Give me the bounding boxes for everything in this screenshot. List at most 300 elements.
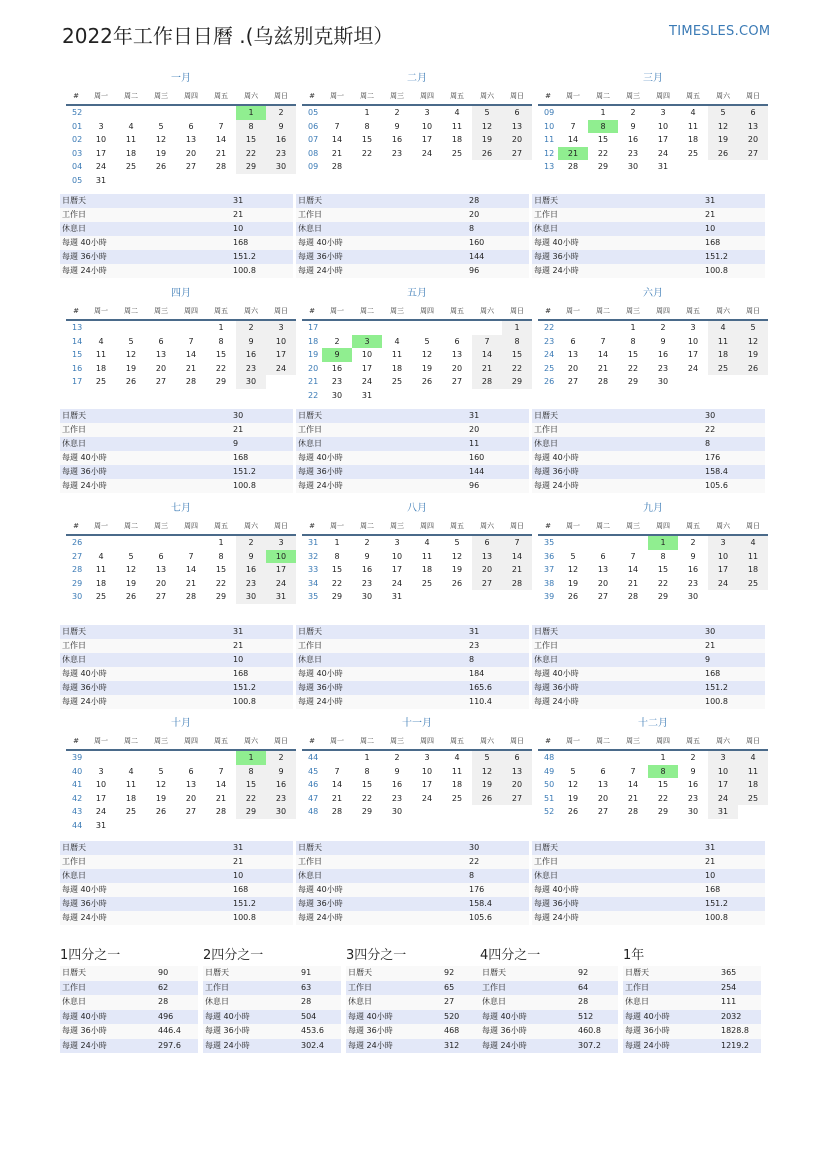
week-row	[538, 536, 768, 550]
week-row	[538, 147, 768, 161]
day-cell: 7	[630, 551, 636, 561]
day-cell: 30	[687, 592, 699, 602]
week-number: 39	[544, 592, 555, 602]
empty-cell	[322, 106, 352, 120]
day-cell: 26	[567, 807, 579, 817]
day-cell: 14	[567, 135, 579, 145]
week-row	[302, 375, 532, 389]
day-cell: 11	[451, 766, 463, 776]
day-cell: 13	[185, 135, 197, 145]
day-cell: 28	[215, 162, 227, 172]
day-cell: 17	[708, 563, 738, 577]
weekday-header	[66, 520, 296, 536]
stat-label: 每週 36小時	[534, 252, 579, 261]
day-cell: 25	[421, 578, 433, 588]
empty-cell	[738, 160, 768, 174]
stat-label: 工作日	[534, 210, 558, 219]
stat-value: 64	[578, 982, 589, 992]
day-cell: 29	[215, 377, 227, 387]
stat-value: 10	[705, 871, 716, 880]
week-row	[538, 321, 768, 335]
stat-value: 11	[469, 439, 480, 448]
day-cell: 28	[472, 375, 502, 389]
day-cell: 13	[597, 780, 609, 790]
week-number: 33	[308, 565, 319, 575]
stat-label: 日曆天	[298, 196, 322, 205]
day-cell: 28	[502, 577, 532, 591]
weekday-label: 周六	[716, 737, 730, 745]
weekday-label: 周六	[716, 307, 730, 315]
day-cell: 28	[185, 377, 197, 387]
stat-label: 每週 40小時	[625, 1011, 670, 1021]
empty-cell	[176, 321, 206, 335]
empty-cell	[206, 819, 236, 833]
day-cell: 27	[155, 592, 167, 602]
day-cell: 27	[597, 807, 609, 817]
stat-row	[532, 625, 765, 639]
month-name: 十月	[171, 718, 191, 729]
empty-cell	[442, 590, 472, 604]
weekday-label: 周五	[450, 307, 464, 315]
day-cell: 8	[218, 336, 224, 346]
day-cell: 25	[391, 377, 403, 387]
stat-value: 176	[705, 453, 721, 462]
stat-row	[532, 423, 765, 437]
empty-cell	[678, 160, 708, 174]
stat-row	[60, 451, 293, 465]
quarter-title: 1四分之一	[60, 948, 121, 963]
stat-value: 151.2	[233, 899, 256, 908]
day-cell: 29	[215, 592, 227, 602]
empty-cell	[176, 174, 206, 188]
week-row	[538, 765, 768, 779]
weekday-label: 周六	[480, 92, 494, 100]
stat-value: 165.6	[469, 683, 492, 692]
stat-value: 63	[301, 982, 312, 992]
day-cell: 5	[454, 538, 460, 547]
week-number: 26	[72, 538, 83, 547]
week-row	[66, 805, 296, 819]
day-cell: 6	[158, 551, 164, 561]
week-number: 40	[72, 766, 83, 776]
week-number: 20	[308, 363, 319, 373]
day-cell: 3	[266, 321, 296, 335]
day-cell: 14	[597, 350, 609, 360]
day-cell: 3	[424, 108, 430, 117]
stat-row	[296, 653, 529, 667]
week-row	[66, 375, 296, 389]
day-cell: 27	[502, 792, 532, 806]
weekday-label: 周四	[420, 92, 434, 100]
weekday-label: 周三	[154, 737, 168, 745]
day-cell: 24	[657, 148, 669, 158]
day-cell: 14	[627, 565, 639, 575]
stat-value: 31	[233, 196, 244, 205]
day-cell: 27	[597, 592, 609, 602]
stat-value: 100.8	[705, 266, 728, 275]
week-row	[538, 120, 768, 134]
stat-row	[60, 250, 293, 264]
week-row	[66, 577, 296, 591]
stat-label: 每週 24小時	[62, 697, 107, 706]
stat-row	[60, 869, 293, 883]
day-cell: 17	[361, 363, 373, 373]
day-cell: 21	[215, 793, 227, 803]
day-cell: 11	[95, 350, 107, 360]
stat-row	[60, 667, 293, 681]
month-calendar	[66, 287, 296, 389]
stat-row	[60, 995, 198, 1010]
quarter-title: 4四分之一	[480, 948, 541, 963]
day-cell: 16	[331, 363, 343, 373]
stat-value: 496	[158, 1011, 174, 1021]
stat-label: 每週 24小時	[62, 266, 107, 275]
day-cell: 26	[708, 147, 738, 161]
day-cell: 24	[687, 363, 699, 373]
stat-label: 每週 24小時	[534, 697, 579, 706]
stat-label: 休息日	[534, 439, 558, 448]
weekday-label: 周五	[450, 92, 464, 100]
weekday-label: 周日	[746, 92, 760, 100]
stat-row	[296, 409, 529, 423]
week-number: 49	[544, 766, 555, 776]
stat-value: 21	[233, 210, 244, 219]
week-number: 22	[308, 390, 319, 400]
day-cell: 12	[155, 135, 167, 145]
day-cell: 18	[125, 148, 137, 158]
week-row	[538, 778, 768, 792]
empty-cell	[206, 751, 236, 765]
stat-row	[60, 236, 293, 250]
week-row	[538, 362, 768, 376]
empty-cell	[412, 805, 442, 819]
stat-label: 每週 36小時	[298, 467, 343, 476]
week-number: 10	[544, 121, 555, 131]
day-cell: 15	[331, 565, 343, 575]
week-row	[302, 751, 532, 765]
week-row	[66, 348, 296, 362]
day-cell: 13	[502, 120, 532, 134]
day-cell: 30	[657, 377, 669, 387]
stat-label: 休息日	[482, 997, 506, 1006]
day-cell: 4	[738, 536, 768, 550]
stat-row	[60, 653, 293, 667]
weekday-label: 周一	[566, 307, 580, 315]
stat-value: 144	[469, 467, 485, 476]
empty-cell	[472, 160, 502, 174]
week-number: 17	[72, 377, 83, 387]
day-cell: 5	[128, 551, 134, 561]
stat-value: 307.2	[578, 1040, 601, 1050]
month-name: 六月	[643, 288, 663, 299]
stat-value: 168	[705, 885, 721, 894]
empty-cell	[266, 819, 296, 833]
weekday-label: 周三	[390, 522, 404, 530]
day-cell: 11	[738, 550, 768, 564]
stat-row	[623, 1010, 761, 1025]
day-cell: 3	[98, 766, 104, 776]
empty-cell	[412, 590, 442, 604]
week-row	[302, 778, 532, 792]
day-cell: 15	[215, 350, 227, 360]
week-row	[302, 335, 532, 349]
week-number: 52	[72, 108, 83, 117]
week-number: 38	[544, 578, 555, 588]
quarter-summary	[60, 946, 198, 1053]
week-number-header: #	[545, 522, 551, 530]
day-cell: 21	[331, 793, 343, 803]
empty-cell	[146, 536, 176, 550]
week-row	[302, 147, 532, 161]
day-cell: 17	[708, 778, 738, 792]
day-cell: 22	[361, 793, 373, 803]
month-stats	[532, 625, 765, 709]
day-cell: 3	[266, 536, 296, 550]
day-cell: 29	[236, 805, 266, 819]
weekday-label: 周五	[214, 737, 228, 745]
day-cell: 16	[391, 135, 403, 145]
stat-row	[60, 194, 293, 208]
day-cell: 23	[361, 578, 373, 588]
weekday-label: 周二	[596, 737, 610, 745]
day-cell: 24	[95, 807, 107, 817]
day-cell: 19	[567, 793, 579, 803]
stat-value: 151.2	[705, 899, 728, 908]
week-row	[302, 536, 532, 550]
weekday-label: 周日	[274, 307, 288, 315]
day-cell: 3	[98, 121, 104, 131]
week-row	[538, 550, 768, 564]
week-number: 26	[544, 377, 555, 387]
stat-row	[296, 855, 529, 869]
day-cell: 16	[687, 780, 699, 790]
stat-value: 31	[233, 627, 244, 636]
week-row	[66, 751, 296, 765]
weekday-label: 周一	[566, 522, 580, 530]
weekday-label: 周四	[656, 92, 670, 100]
empty-cell	[86, 321, 116, 335]
day-cell: 14	[472, 348, 502, 362]
stat-row	[623, 995, 761, 1010]
day-cell: 26	[472, 792, 502, 806]
day-cell: 9	[322, 348, 352, 362]
stat-value: 92	[444, 968, 455, 977]
day-cell: 4	[98, 551, 104, 561]
stat-label: 每週 24小時	[298, 481, 343, 490]
stat-row	[60, 695, 293, 709]
stat-row	[60, 222, 293, 236]
day-cell: 20	[502, 778, 532, 792]
day-cell: 18	[95, 578, 107, 588]
day-cell: 21	[331, 148, 343, 158]
day-cell: 29	[502, 375, 532, 389]
week-number: 24	[544, 350, 555, 360]
day-cell: 14	[185, 565, 197, 575]
stat-value: 10	[233, 224, 244, 233]
weekday-label: 周三	[154, 522, 168, 530]
empty-cell	[322, 321, 352, 335]
day-cell: 3	[352, 335, 382, 349]
stat-row	[296, 897, 529, 911]
empty-cell	[86, 106, 116, 120]
stat-value: 92	[578, 968, 589, 977]
stat-label: 休息日	[62, 439, 86, 448]
weekday-label: 周日	[510, 92, 524, 100]
month-calendar	[302, 287, 532, 403]
weekday-label: 周三	[154, 92, 168, 100]
day-cell: 12	[567, 565, 579, 575]
quarter-stats	[480, 966, 618, 1053]
week-row	[66, 550, 296, 564]
stat-row	[296, 681, 529, 695]
stat-row	[60, 625, 293, 639]
stat-value: 100.8	[233, 697, 256, 706]
stat-value: 96	[469, 266, 480, 275]
day-cell: 20	[502, 133, 532, 147]
stat-value: 160	[469, 238, 485, 247]
stat-value: 2032	[721, 1011, 742, 1021]
stat-value: 62	[158, 982, 169, 992]
week-number: 44	[308, 753, 319, 762]
stat-label: 每週 40小時	[62, 1011, 107, 1021]
stat-value: 151.2	[233, 252, 256, 261]
stat-label: 工作日	[62, 982, 86, 992]
day-cell: 19	[155, 793, 167, 803]
day-cell: 14	[502, 550, 532, 564]
day-cell: 5	[158, 766, 164, 776]
week-row	[538, 577, 768, 591]
stat-label: 日曆天	[534, 196, 558, 205]
month-calendar	[538, 717, 768, 819]
stat-value: 21	[233, 641, 244, 650]
day-cell: 4	[454, 108, 460, 117]
stat-value: 31	[469, 627, 480, 636]
weekday-label: 周日	[746, 737, 760, 745]
stat-value: 8	[469, 655, 475, 664]
weekday-label: 周一	[330, 92, 344, 100]
day-cell: 11	[451, 121, 463, 131]
day-cell: 15	[361, 135, 373, 145]
day-cell: 9	[394, 121, 400, 131]
day-cell: 22	[657, 578, 669, 588]
stat-row	[532, 695, 765, 709]
day-cell: 4	[394, 336, 400, 346]
stat-value: 20	[469, 425, 480, 434]
stat-label: 每週 36小時	[534, 467, 579, 476]
stat-row	[480, 981, 618, 996]
stat-row	[532, 222, 765, 236]
weekday-label: 周四	[656, 307, 670, 315]
stat-label: 每週 36小時	[62, 467, 107, 476]
stat-row	[203, 1024, 341, 1039]
week-number: 42	[72, 793, 83, 803]
stat-value: 9	[705, 655, 711, 664]
stat-label: 日曆天	[534, 843, 558, 852]
month-name: 三月	[643, 73, 663, 84]
day-cell: 28	[627, 807, 639, 817]
day-cell: 16	[236, 348, 266, 362]
week-number: 02	[72, 135, 83, 145]
stat-value: 10	[233, 655, 244, 664]
week-number: 37	[544, 565, 555, 575]
day-cell: 15	[236, 778, 266, 792]
month-stats	[296, 625, 529, 709]
day-cell: 20	[185, 793, 197, 803]
day-cell: 22	[236, 147, 266, 161]
day-cell: 25	[738, 577, 768, 591]
stat-row	[532, 653, 765, 667]
stat-label: 工作日	[62, 210, 86, 219]
day-cell: 10	[708, 550, 738, 564]
stat-label: 工作日	[298, 857, 322, 866]
week-row	[302, 321, 532, 335]
stat-value: 144	[469, 252, 485, 261]
stat-row	[296, 264, 529, 278]
stat-label: 工作日	[534, 641, 558, 650]
empty-cell	[382, 389, 412, 403]
weekday-header	[66, 305, 296, 321]
brand-logo[interactable]: TIMESLES.COM	[669, 24, 771, 39]
empty-cell	[146, 321, 176, 335]
month-stats	[532, 841, 765, 925]
stat-row	[60, 966, 198, 981]
day-cell: 15	[236, 133, 266, 147]
empty-cell	[708, 590, 738, 604]
weekday-label: 周六	[480, 522, 494, 530]
day-cell: 7	[218, 766, 224, 776]
stat-label: 每週 24小時	[62, 913, 107, 922]
day-cell: 23	[236, 577, 266, 591]
stat-label: 每週 40小時	[534, 453, 579, 462]
stat-label: 每週 36小時	[298, 252, 343, 261]
weekday-label: 周二	[124, 522, 138, 530]
stat-label: 工作日	[534, 425, 558, 434]
empty-cell	[442, 321, 472, 335]
stat-label: 日曆天	[205, 968, 229, 977]
week-number: 27	[72, 551, 83, 561]
stat-label: 每週 36小時	[625, 1026, 670, 1035]
stat-row	[203, 1039, 341, 1054]
stat-row	[60, 1039, 198, 1054]
stat-row	[203, 995, 341, 1010]
stat-value: 31	[705, 196, 716, 205]
empty-cell	[206, 174, 236, 188]
month-calendar	[66, 717, 296, 833]
empty-cell	[588, 751, 618, 765]
day-cell: 7	[188, 336, 194, 346]
stat-row	[296, 208, 529, 222]
stat-value: 8	[469, 224, 475, 233]
day-cell: 3	[690, 323, 696, 332]
day-cell: 29	[597, 162, 609, 172]
day-cell: 19	[708, 133, 738, 147]
weekday-label: 周一	[566, 737, 580, 745]
stat-label: 休息日	[62, 655, 86, 664]
day-cell: 19	[125, 578, 137, 588]
day-cell: 25	[708, 362, 738, 376]
week-number: 21	[308, 377, 319, 387]
weekday-label: 周四	[420, 307, 434, 315]
week-number: 14	[72, 336, 83, 346]
day-cell: 22	[657, 793, 669, 803]
day-cell: 18	[738, 563, 768, 577]
weekday-header	[302, 305, 532, 321]
day-cell: 14	[331, 780, 343, 790]
day-cell: 23	[391, 793, 403, 803]
stat-label: 每週 40小時	[298, 453, 343, 462]
day-cell: 8	[364, 121, 370, 131]
day-cell: 26	[125, 377, 137, 387]
